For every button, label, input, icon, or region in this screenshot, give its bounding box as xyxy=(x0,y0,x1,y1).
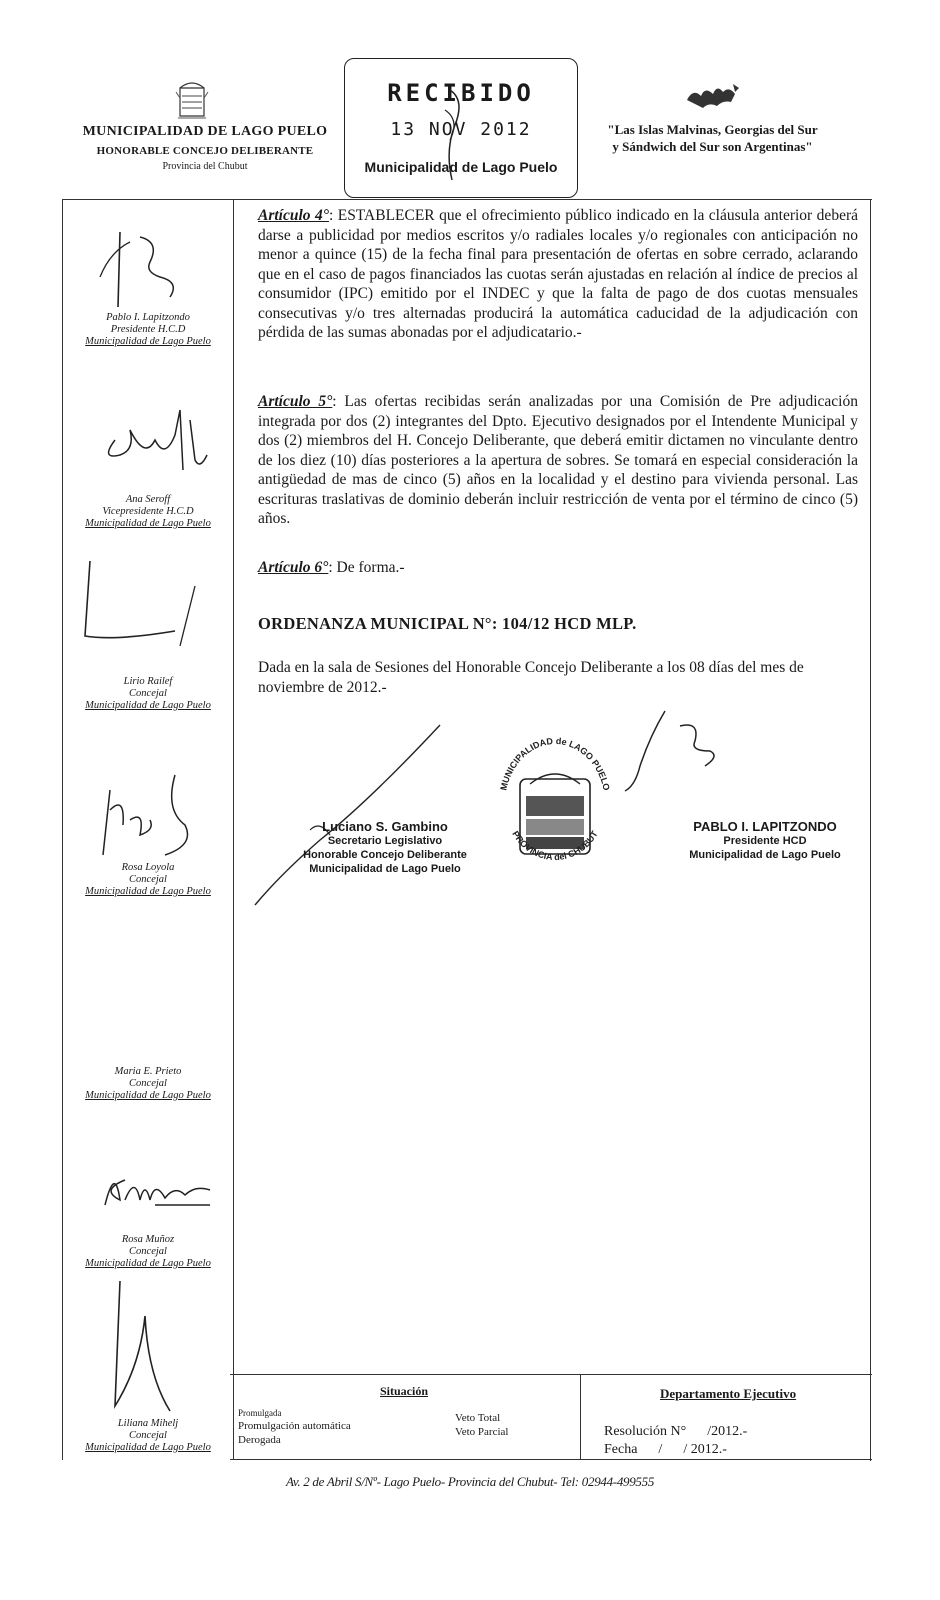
signer-role: Presidente H.C.D xyxy=(110,324,186,335)
article-4-label: Artículo 4° xyxy=(258,207,329,224)
department-date: Fecha / / 2012.- xyxy=(604,1442,727,1457)
situation-promulgada: Promulgada xyxy=(238,1408,282,1418)
article-6-text: : De forma.- xyxy=(328,559,405,576)
signer-name: Ana Seroff xyxy=(125,494,171,505)
signature-lapitzondo-icon xyxy=(90,222,200,312)
province-name: Provincia del Chubut xyxy=(162,161,248,172)
signer-block xyxy=(62,1066,234,1102)
council-name: HONORABLE CONCEJO DELIBERANTE xyxy=(96,145,314,157)
municipal-seal-icon xyxy=(490,724,620,884)
article-5-text: : Las ofertas recibidas serán analizadas por una Comisión de Pre adjudicación integrada por dos (2) integrantes del Dpto. Ejecutivo designados por el Intendente Municipal y dos (2) miembros del H. Concejo Deliberante, que deberá emitir dictamen no vinculante dentro de los diez (10) días posteriores a la apertura de sobres. Se tomará en especial consideración la antigüedad de mas de cinco (5) años en la localidad y el destino para vivienda personal. Las escrituras traslativas de dominio deberán incluir restricción de venta por el término de cinco (5) años. xyxy=(258,393,858,527)
article-6-label: Artículo 6° xyxy=(258,559,329,576)
signer-role: Vicepresidente H.C.D xyxy=(102,506,194,517)
secretary-org: Municipalidad de Lago Puelo xyxy=(309,863,461,875)
signature-munoz-icon xyxy=(95,1160,220,1220)
footer-address: Av. 2 de Abril S/Nº- Lago Puelo- Provincia del Chubut- Tel: 02944-499555 xyxy=(285,1474,655,1489)
signer-org: Municipalidad de Lago Puelo xyxy=(85,1090,211,1101)
signer-name: Maria E. Prieto xyxy=(114,1066,182,1077)
situation-derogada: Derogada xyxy=(238,1434,281,1446)
signer-role: Concejal xyxy=(129,1246,167,1257)
signer-block xyxy=(62,312,234,348)
signer-block xyxy=(62,1234,234,1270)
signer-role: Concejal xyxy=(129,1430,167,1441)
secretary-name: Luciano S. Gambino xyxy=(322,819,448,834)
signature-mihelj-icon xyxy=(100,1276,200,1416)
signer-org: Municipalidad de Lago Puelo xyxy=(85,1442,211,1453)
situation-title: Situación xyxy=(380,1384,429,1398)
secretary-body: Honorable Concejo Deliberante xyxy=(303,849,467,861)
signer-org: Municipalidad de Lago Puelo xyxy=(85,336,211,347)
department-title: Departamento Ejecutivo xyxy=(660,1386,797,1401)
president-org: Municipalidad de Lago Puelo xyxy=(689,849,841,861)
situation-veto-total: Veto Total xyxy=(455,1412,501,1424)
signer-name: Lirio Railef xyxy=(123,676,173,687)
malvinas-islands-icon xyxy=(683,78,743,112)
motto-line-2: y Sándwich del Sur son Argentinas" xyxy=(612,139,813,154)
stamp-title: RECIBIDO xyxy=(387,79,535,107)
signature-railef-icon xyxy=(75,556,215,666)
stamp-signature-icon xyxy=(420,80,480,190)
situation-veto-parcial: Veto Parcial xyxy=(455,1426,509,1438)
seal-top-text: MUNICIPALIDAD de LAGO PUELO xyxy=(498,735,612,792)
article-5 xyxy=(258,392,858,529)
ordinance-title: ORDENANZA MUNICIPAL N°: 104/12 HCD MLP. xyxy=(258,614,637,633)
signer-role: Concejal xyxy=(129,1078,167,1089)
frame-right-rule xyxy=(870,199,871,1461)
signer-block xyxy=(62,1418,234,1454)
stamp-place: Municipalidad de Lago Puelo xyxy=(364,159,558,175)
signer-role: Concejal xyxy=(129,688,167,699)
signature-seroff-icon xyxy=(95,400,215,480)
secretary-role: Secretario Legislativo xyxy=(327,835,443,847)
article-4-text: : ESTABLECER que el ofrecimiento público indicado en la cláusula anterior deberá darse a publicidad por medios escritos y/o radiales locales y/o regionales con anticipación no menor a quince (15) de la fecha final para presentación de ofertas en sobre cerrado, aclarando que en el caso de pagos financiados las cuotas serán ajustadas en relación al índice de precios al consumidor (IPC) emitido por el INDEC y que la falta de pago de dos cuotas mensuales consecutivas y/o tres alternadas producirá la automática caducidad de la adjudicación con pérdida de las sumas abonadas por el adjudicatario.- xyxy=(258,207,858,341)
president-signature-block xyxy=(680,820,850,862)
municipality-name: MUNICIPALIDAD DE LAGO PUELO xyxy=(82,124,328,139)
signer-org: Municipalidad de Lago Puelo xyxy=(85,886,211,897)
situation-automatica: Promulgación automática xyxy=(238,1420,351,1432)
president-name: PABLO I. LAPITZONDO xyxy=(693,819,837,834)
signer-name: Liliana Mihelj xyxy=(117,1418,179,1429)
municipal-crest-icon xyxy=(172,78,212,124)
status-box-divider xyxy=(580,1374,581,1460)
signer-name: Rosa Muñoz xyxy=(121,1234,175,1245)
signer-org: Municipalidad de Lago Puelo xyxy=(85,700,211,711)
department-resolution: Resolución N° /2012.- xyxy=(604,1424,748,1439)
signer-role: Concejal xyxy=(129,874,167,885)
stamp-date: 13 NOV 2012 xyxy=(390,119,532,140)
ordinance-given: Dada en la sala de Sesiones del Honorable Concejo Deliberante a los 08 días del mes de noviembre de 2012.- xyxy=(258,659,804,696)
president-role: Presidente HCD xyxy=(723,835,807,847)
signer-block xyxy=(62,862,234,898)
article-5-label: Artículo 5° xyxy=(258,393,333,410)
signer-org: Municipalidad de Lago Puelo xyxy=(85,518,211,529)
article-6 xyxy=(258,558,858,578)
secretary-signature-block xyxy=(300,820,470,876)
signer-org: Municipalidad de Lago Puelo xyxy=(85,1258,211,1269)
signature-loyola-icon xyxy=(85,770,205,865)
signer-name: Pablo I. Lapitzondo xyxy=(106,312,190,323)
president-signature-icon xyxy=(620,706,730,796)
article-4 xyxy=(258,206,858,343)
signer-name: Rosa Loyola xyxy=(121,862,175,873)
secretary-signature-icon xyxy=(250,720,450,910)
signer-block xyxy=(62,494,234,530)
seal-bottom-text: PROVINCIA del CHUBUT xyxy=(510,829,600,863)
signer-block xyxy=(62,676,234,712)
malvinas-motto xyxy=(580,121,845,155)
motto-line-1: "Las Islas Malvinas, Georgias del Sur xyxy=(607,122,818,137)
svg-text:MUNICIPALIDAD de LAGO PUELO xyxy=(498,736,611,791)
